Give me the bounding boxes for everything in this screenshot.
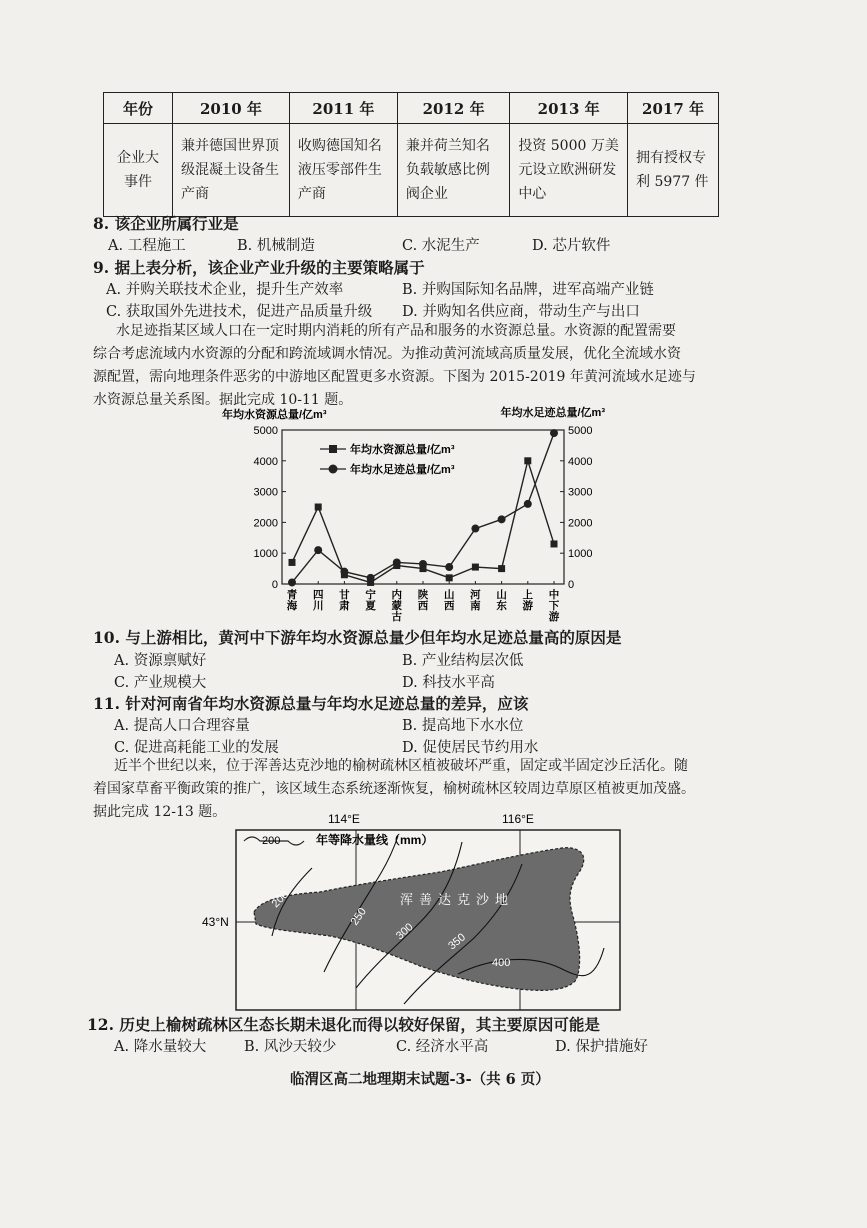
q11-option-c: C. 促进高耗能工业的发展: [114, 740, 279, 756]
water-footprint-point: [393, 558, 401, 566]
q10-option-b: B. 产业结构层次低: [402, 653, 524, 669]
table-header-cell: 年份: [104, 93, 173, 124]
legend-entry-footprint: 年均水足迹总量/亿m³: [350, 464, 455, 476]
q11-option-b: B. 提高地下水水位: [402, 718, 524, 734]
left-axis-title: 年均水资源总量/亿m³: [222, 409, 327, 421]
passage-1-line-2: 综合考虑流域内水资源的分配和跨流域调水情况。为推动黄河流域高质量发展，优化全流域水资: [93, 346, 681, 362]
water-footprint-point: [419, 560, 427, 568]
water-footprint-chart: [220, 402, 610, 624]
q8-option-d: D. 芯片软件: [532, 238, 611, 254]
x-tick-label: 甘肃: [339, 589, 350, 612]
table-header-row: [104, 93, 719, 124]
water-footprint-point: [340, 568, 348, 576]
water-resources-point: [498, 565, 505, 572]
right-tick-label: 0: [568, 579, 575, 591]
chart-legend: [320, 442, 455, 476]
question-12-stem: 12. 历史上榆树疏林区生态长期未退化而得以较好保留，其主要原因可能是: [87, 1015, 600, 1034]
passage-2-line-3: 据此完成 12-13 题。: [93, 804, 227, 820]
passage-1-line-3: 源配置，需向地理条件恶劣的中游地区配置更多水资源。下图为 2015-2019 年黄河流域水足迹与: [93, 369, 696, 385]
isohyet-label-200: 200: [269, 888, 292, 911]
q8-option-c: C. 水泥生产: [402, 238, 480, 254]
water-resources-point: [289, 559, 296, 566]
water-footprint-point: [314, 546, 322, 554]
table-cell: 兼并德国世界顶级混凝土设备生产商: [173, 124, 290, 217]
x-tick-label: 上游: [522, 589, 534, 612]
right-tick-label: 1000: [568, 548, 593, 561]
legend-circle-marker: [329, 465, 338, 474]
water-footprint-point: [367, 574, 375, 582]
x-tick-label: 中下游: [548, 589, 560, 623]
q12-option-a: A. 降水量较大: [114, 1039, 207, 1055]
left-tick-label: 0: [271, 579, 278, 591]
q11-option-a: A. 提高人口合理容量: [114, 718, 250, 734]
passage-2-line-1: 近半个世纪以来，位于浑善达克沙地的榆树疏林区植被破坏严重，固定或半固定沙丘活化。随: [114, 758, 688, 774]
lon-label-116: 116°E: [502, 812, 534, 826]
table-cell: 拥有授权专利 5977 件: [628, 124, 719, 217]
q12-option-d: D. 保护措施好: [555, 1039, 648, 1055]
q12-option-b: B. 风沙天较少: [244, 1039, 337, 1055]
left-tick-label: 4000: [253, 455, 278, 468]
table-cell: 收购德国知名液压零部件生产商: [289, 124, 397, 217]
water-footprint-point: [524, 500, 532, 508]
page-footer: 临渭区高二地理期末试题-3-（共 6 页）: [290, 1071, 550, 1088]
q9-option-b: B. 并购国际知名品牌，进军高端产业链: [402, 282, 654, 298]
question-9-stem: 9. 据上表分析，该企业产业升级的主要策略属于: [93, 258, 425, 277]
isohyet-label-350: 350: [446, 931, 468, 953]
lat-label-43: 43°N: [202, 915, 229, 929]
x-tick-label: 四川: [312, 589, 324, 612]
x-tick-label: 山东: [496, 589, 507, 612]
question-11-stem: 11. 针对河南省年均水资源总量与年均水足迹总量的差异，应该: [93, 694, 529, 713]
q8-option-b: B. 机械制造: [237, 238, 315, 254]
question-10-stem: 10. 与上游相比，黄河中下游年均水资源总量少但年均水足迹总量高的原因是: [93, 628, 622, 647]
right-axis-title: 年均水足迹总量/亿m³: [500, 407, 605, 419]
left-tick-label: 2000: [253, 517, 278, 530]
table-header-cell: 2013 年: [510, 93, 628, 124]
q9-option-c: C. 获取国外先进技术，促进产品质量升级: [106, 304, 373, 320]
sandy-land-label: 浑善达克沙地: [400, 892, 515, 907]
table-cell: 投资 5000 万美元设立欧洲研发中心: [510, 124, 628, 217]
table-header-cell: 2011 年: [289, 93, 397, 124]
passage-1-line-1: 水足迹指某区域人口在一定时期内消耗的所有产品和服务的水资源总量。水资源的配置需要: [116, 323, 676, 339]
right-tick-label: 5000: [568, 425, 593, 437]
water-footprint-point: [288, 578, 296, 586]
right-tick-label: 4000: [568, 455, 593, 468]
right-tick-label: 3000: [568, 486, 593, 499]
isohyet-label-400: 400: [492, 957, 511, 969]
water-footprint-point: [445, 563, 453, 571]
legend-isohyet-text: 年等降水量线（mm）: [316, 833, 434, 847]
q11-option-d: D. 促使居民节约用水: [402, 740, 539, 756]
q9-option-a: A. 并购关联技术企业，提升生产效率: [106, 282, 344, 298]
right-tick-label: 2000: [568, 517, 593, 530]
table-header-cell: 2010 年: [173, 93, 290, 124]
left-tick-label: 3000: [253, 486, 278, 499]
otindag-sandy-land-map: [200, 808, 660, 1014]
isohyet-label-250: 250: [348, 905, 369, 928]
x-tick-label: 青海: [286, 589, 298, 612]
water-footprint-point: [498, 515, 506, 523]
x-tick-label: 内蒙古: [391, 589, 403, 623]
isohyet-label-300: 300: [393, 921, 416, 943]
passage-2-line-2: 着国家草畜平衡政策的推广，该区域生态系统逐渐恢复，榆树疏林区较周边草原区植被更加茂盛。: [93, 781, 695, 797]
passage-1-line-4: 水资源总量关系图。据此完成 10-11 题。: [93, 392, 353, 408]
legend-isohyet-value: 200: [262, 835, 281, 847]
right-y-ticks: [560, 425, 592, 591]
q10-option-a: A. 资源禀赋好: [114, 653, 207, 669]
x-tick-label: 陕西: [417, 589, 429, 612]
water-resources-point: [551, 540, 558, 547]
left-tick-label: 5000: [253, 425, 278, 437]
x-tick-label: 河南: [470, 589, 481, 612]
q10-option-c: C. 产业规模大: [114, 675, 207, 691]
x-category-labels: [287, 581, 560, 623]
q10-option-d: D. 科技水平高: [402, 675, 495, 691]
table-row: [104, 124, 719, 217]
question-8-stem: 8. 该企业所属行业是: [93, 214, 239, 233]
water-resources-point: [524, 457, 531, 464]
x-tick-label: 山西: [443, 589, 455, 612]
water-resources-point: [472, 564, 479, 571]
legend-square-marker: [329, 445, 337, 453]
q8-option-a: A. 工程施工: [108, 238, 186, 254]
lon-label-114: 114°E: [328, 812, 360, 826]
q9-option-d: D. 并购知名供应商，带动生产与出口: [402, 304, 640, 320]
left-y-ticks: [254, 425, 286, 591]
water-resources-point: [446, 574, 453, 581]
table-cell: 兼并荷兰知名负载敏感比例阀企业: [397, 124, 509, 217]
left-tick-label: 1000: [253, 548, 278, 561]
table-header-cell: 2012 年: [397, 93, 509, 124]
water-footprint-point: [550, 429, 558, 437]
water-resources-point: [315, 504, 322, 511]
legend-entry-resources: 年均水资源总量/亿m³: [350, 444, 455, 456]
x-tick-label: 宁夏: [365, 589, 376, 612]
enterprise-events-table: [103, 92, 719, 217]
table-row-label: 企业大事件: [104, 124, 173, 217]
table-header-cell: 2017 年: [628, 93, 719, 124]
q12-option-c: C. 经济水平高: [396, 1039, 489, 1055]
map-legend: [244, 832, 433, 847]
water-footprint-point: [471, 525, 479, 533]
